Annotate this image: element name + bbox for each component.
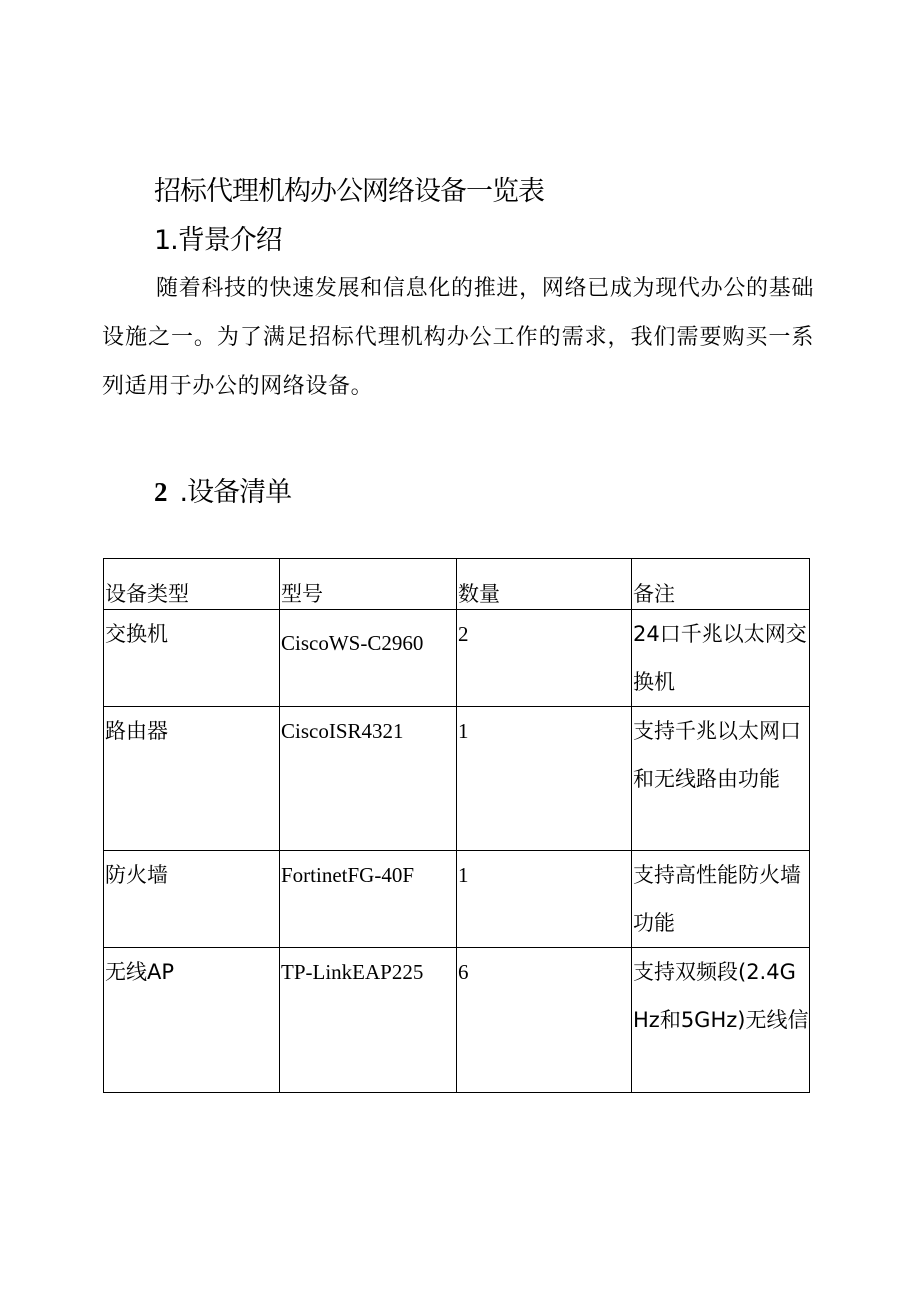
device-note-cell: 支持千兆以太网口和无线路由功能: [632, 707, 810, 851]
device-type-cell: 交换机: [104, 610, 280, 707]
table-header-row: [104, 559, 810, 610]
document-title: 招标代理机构办公网络设备一览表: [154, 176, 544, 207]
table-header-cell: 设备类型: [104, 559, 280, 610]
device-model-cell: FortinetFG-40F: [280, 851, 457, 948]
table-row: [104, 948, 810, 1093]
section-heading-text: .设备清单: [179, 477, 292, 508]
device-note-cell: 支持双频段(2.4GHz和5GHz)无线信: [632, 948, 810, 1093]
device-model-cell: CiscoWS-C2960: [280, 610, 457, 707]
section-number: 2: [154, 477, 168, 507]
device-note-cell: 支持高性能防火墙功能: [632, 851, 810, 948]
table-header-cell: 数量: [457, 559, 632, 610]
background-paragraph: 随着科技的快速发展和信息化的推进，网络已成为现代办公的基础设施之一。为了满足招标代理机构办公工作的需求，我们需要购买一系列适用于办公的网络设备。: [102, 276, 814, 399]
device-quantity-cell: 1: [457, 707, 632, 851]
device-quantity-cell: 6: [457, 948, 632, 1093]
table-header-cell: 备注: [632, 559, 810, 610]
table-row: [104, 610, 810, 707]
device-type-cell: 防火墙: [104, 851, 280, 948]
device-model-cell: CiscoISR4321: [280, 707, 457, 851]
table-row: [104, 851, 810, 948]
equipment-table: [103, 558, 810, 1093]
device-note-cell: 24口千兆以太网交换机: [632, 610, 810, 707]
device-type-cell: 无线AP: [104, 948, 280, 1093]
section-heading-background: 1.背景介绍: [154, 225, 282, 256]
device-quantity-cell: 1: [457, 851, 632, 948]
device-type-cell: 路由器: [104, 707, 280, 851]
table-row: [104, 707, 810, 851]
table-header-cell: 型号: [280, 559, 457, 610]
section-heading-equipment-list: [154, 472, 291, 513]
device-quantity-cell: 2: [457, 610, 632, 707]
device-model-cell: TP-LinkEAP225: [280, 948, 457, 1093]
